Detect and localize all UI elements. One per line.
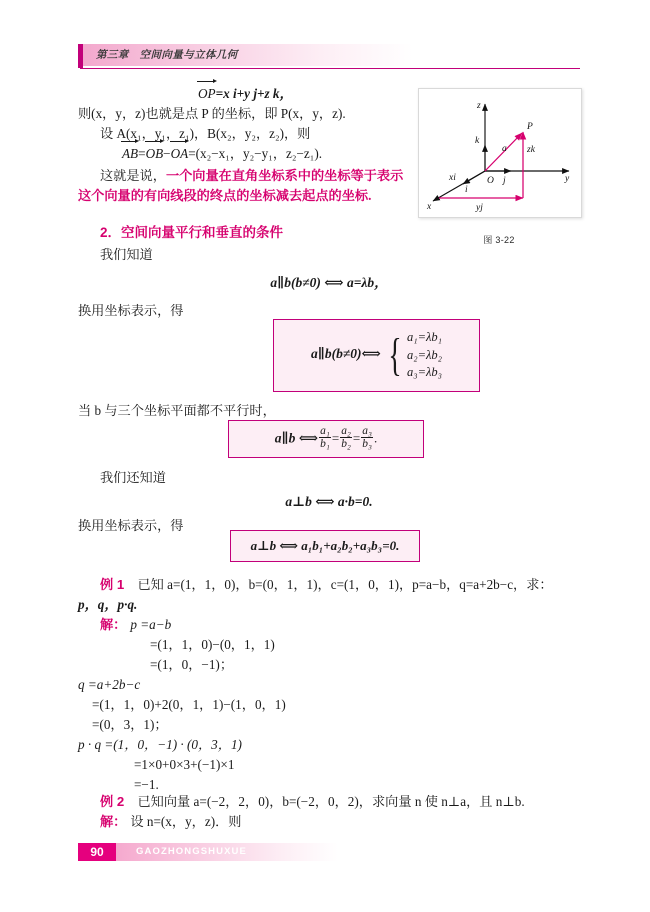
box2-lhs: a∥b ⟺ bbox=[274, 429, 319, 445]
page-content bbox=[78, 84, 580, 321]
vector-op-label: OP bbox=[198, 84, 216, 104]
fraction-a3-b3 bbox=[361, 425, 373, 450]
box3-formula: a⊥b ⟺ a₁b₁+a₂b₂+a₃b₃=0. bbox=[250, 538, 400, 553]
example-1-step-3: =(1，0，−1)； bbox=[150, 657, 234, 672]
example-1-step-6: =(0，3，1)； bbox=[92, 717, 168, 732]
example-2-solve-line bbox=[78, 812, 588, 832]
example-1-statement-text: 已知 a=(1，1，0)，b=(0，1，1)，c=(1，0，1)，p=a−b，q=a+2b−c，求： bbox=[137, 577, 553, 592]
box1-rows bbox=[407, 329, 442, 382]
line-coordinates-of-p: 则(x，y，z)也就是点 P 的坐标，即 P(x，y，z). bbox=[78, 106, 346, 121]
figure-caption: 图 3-22 bbox=[483, 235, 515, 245]
line-set-ab: 设 A(x₁，y₁，z₁)，B(x₂，y₂，z₂)，则 bbox=[100, 126, 311, 141]
frac1-num: a₁ bbox=[320, 425, 330, 438]
example-1-step-7: p · q =(1，0，−1) · (0，3，1) bbox=[78, 737, 242, 752]
equation-op bbox=[78, 84, 580, 104]
svg-text:P: P bbox=[527, 122, 533, 132]
solve-label-1: 解： bbox=[100, 617, 127, 632]
example-1-step-2: =(1，1，0)−(0，1，1) bbox=[150, 637, 275, 652]
text-we-know-1: 我们知道 bbox=[100, 247, 153, 262]
formula-parallel-basic: a∥b(b≠0) ⟺ a=λb， bbox=[270, 275, 388, 290]
frac3-num: a₃ bbox=[362, 425, 372, 438]
example-1-step-8: =1×0+0×3+(−1)×1 bbox=[134, 757, 235, 772]
text-coord-express-2: 换用坐标表示，得 bbox=[78, 518, 184, 533]
page-footer bbox=[78, 843, 338, 863]
frac3-den: b₃ bbox=[362, 438, 372, 451]
frac2-num: a₂ bbox=[341, 425, 351, 438]
example-1-step-5: =(1，1，0)+2(0，1，1)−(1，0，1) bbox=[92, 697, 286, 712]
svg-text:zk: zk bbox=[527, 145, 535, 155]
formula-box-parallel-ratio bbox=[228, 420, 424, 458]
example-2-block bbox=[78, 792, 588, 832]
svg-text:xi: xi bbox=[449, 173, 456, 183]
page-number: 90 bbox=[78, 843, 116, 861]
equation-ab: AB=OB−OA=(x₂−x₁，y₂−y₁，z₂−z₁). bbox=[78, 144, 580, 164]
text-coord-express-1: 换用坐标表示，得 bbox=[78, 303, 184, 318]
svg-text:yj: yj bbox=[476, 203, 483, 213]
svg-text:O: O bbox=[487, 176, 494, 186]
text-when-b-not-parallel: 当 b 与三个坐标平面都不平行时， bbox=[78, 403, 276, 418]
solve-label-2: 解： bbox=[100, 814, 127, 829]
formula-box-parallel-coords bbox=[273, 319, 480, 392]
svg-text:k: k bbox=[475, 136, 480, 146]
example-1-statement-line-1 bbox=[78, 575, 588, 595]
formula-box-1-inner bbox=[297, 329, 456, 382]
formula-box-2-inner: a∥b ⟺ $\frac{\text{a₁}}{\text{b₁}}$ = $\frac{\text{a₂}}{\text{b₂}}$ = $\frac{\text{a₃}}{\text{b₃}}$ . bbox=[274, 425, 378, 451]
conclusion-lead: 这就是说， bbox=[100, 168, 166, 183]
formula-perp-basic: a⊥b ⟺ a·b=0. bbox=[285, 494, 373, 509]
box2-tail: . bbox=[373, 429, 378, 445]
frac2-den: b₂ bbox=[341, 438, 351, 451]
header-rule bbox=[80, 68, 580, 69]
footer-watermark: GAOZHONGSHUXUE bbox=[136, 846, 247, 857]
svg-text:x: x bbox=[427, 202, 432, 212]
example-1-label: 例 1 bbox=[100, 577, 125, 592]
vector-ab-label: AB bbox=[122, 144, 138, 164]
box1-row-2: a₂=λb₂ bbox=[406, 347, 443, 362]
example-2-statement-text: 已知向量 a=(−2，2，0)，b=(−2，0，2)，求向量 n 使 n⊥a，且 n⊥b. bbox=[137, 794, 525, 809]
fraction-a1-b1 bbox=[319, 425, 331, 450]
box1-lhs: a∥b(b≠0)⟺ bbox=[310, 346, 381, 362]
formula-box-perp-coords bbox=[230, 530, 420, 562]
example-2-statement-line bbox=[78, 792, 588, 812]
example-1-step-1: p =a−b bbox=[130, 617, 172, 632]
frac1-den: b₁ bbox=[320, 438, 330, 451]
page-header bbox=[78, 44, 580, 70]
example-1-solve-line bbox=[78, 615, 588, 635]
example-1-block bbox=[78, 575, 588, 795]
svg-text:y: y bbox=[565, 174, 570, 184]
svg-text:a: a bbox=[502, 144, 507, 154]
fraction-a2-b2 bbox=[340, 425, 352, 450]
equation-op-rhs: =x i+y j+z k， bbox=[215, 86, 293, 101]
left-brace-glyph: { bbox=[388, 329, 402, 381]
vector-ob-label: OB bbox=[146, 144, 164, 164]
vector-oa-label: OA bbox=[171, 144, 189, 164]
text-we-know-2: 我们还知道 bbox=[100, 470, 166, 485]
example-2-solve-text: 设 n=(x，y，z)．则 bbox=[130, 814, 242, 829]
svg-text:i: i bbox=[465, 185, 468, 195]
svg-text:j: j bbox=[503, 176, 506, 186]
example-1-step-9: =−1. bbox=[134, 777, 159, 792]
equation-ab-rhs: =(x₂−x₁，y₂−y₁，z₂−z₁). bbox=[188, 146, 323, 161]
section-heading: 2．空间向量平行和垂直的条件 bbox=[100, 225, 284, 240]
conclusion-highlight-2: 这个向量的有向线段的终点的坐标减去起点的坐标. bbox=[78, 188, 372, 203]
conclusion-highlight-1: 一个向量在直角坐标系中的坐标等于表示 bbox=[165, 168, 404, 183]
box1-system bbox=[381, 329, 442, 382]
conclusion-line-1 bbox=[78, 166, 580, 186]
example-1-statement-line-2: p，q，p·q. bbox=[78, 597, 138, 612]
box1-row-3: a₃=λb₃ bbox=[406, 365, 443, 380]
chapter-title: 第三章 空间向量与立体几何 bbox=[96, 49, 238, 61]
example-1-step-4: q =a+2b−c bbox=[78, 677, 141, 692]
example-2-label: 例 2 bbox=[100, 794, 125, 809]
svg-text:z: z bbox=[477, 101, 481, 111]
box1-row-1: a₁=λb₁ bbox=[406, 330, 443, 345]
